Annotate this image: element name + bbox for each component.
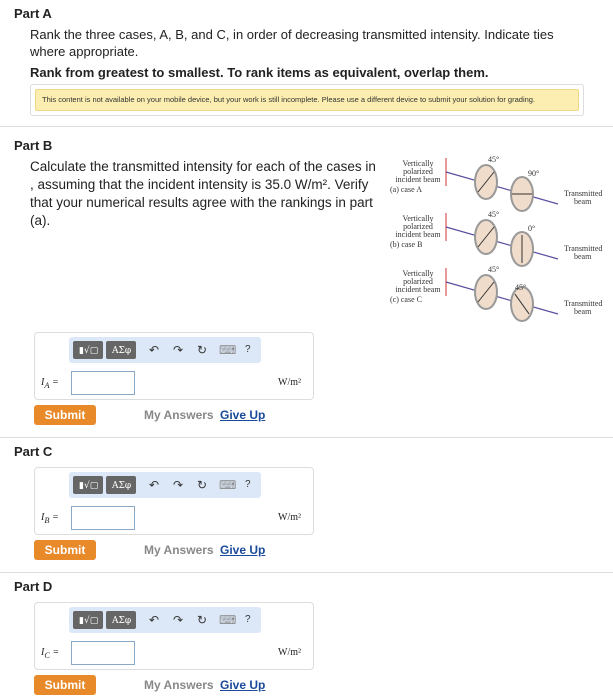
my-answers-link[interactable]: My Answers: [144, 678, 214, 692]
case-1-group: [390, 210, 602, 266]
part-a-title: Part A: [14, 6, 52, 21]
case-label: (c) case C: [390, 295, 422, 304]
transmitted-label: beam: [574, 197, 592, 206]
mobile-warning: This content is not available on your mobile device, but your work is still incomplete. Please use a different device to submit your solution for grading.: [35, 89, 579, 111]
undo-icon[interactable]: ↶: [149, 613, 160, 627]
incident-label: incident beam: [395, 285, 441, 294]
incident-label: polarized: [403, 277, 433, 286]
help-icon[interactable]: ?: [245, 344, 251, 355]
case-label: (a) case A: [390, 185, 422, 194]
redo-icon[interactable]: ↷: [173, 343, 184, 357]
greek-button[interactable]: ΑΣφ: [106, 611, 136, 629]
divider: [0, 126, 613, 127]
templates-button[interactable]: ▮√▢: [73, 341, 103, 359]
undo-icon[interactable]: ↶: [149, 478, 160, 492]
redo-icon[interactable]: ↷: [173, 613, 184, 627]
incident-label: Vertically: [402, 214, 434, 223]
math-toolbar: [69, 337, 261, 363]
transmitted-label: Transmitted: [564, 244, 603, 253]
part-c-title: Part C: [14, 444, 53, 459]
beam-line: [446, 172, 558, 204]
submit-button[interactable]: Submit: [34, 540, 96, 560]
part-b-title: Part B: [14, 138, 53, 153]
answer-panel-d: [34, 602, 314, 670]
help-icon[interactable]: ?: [245, 614, 251, 625]
redo-icon[interactable]: ↷: [173, 478, 184, 492]
math-toolbar: [69, 472, 261, 498]
unit-label: W/m²: [278, 512, 301, 523]
answer-label: $I_C$ =: [41, 647, 60, 660]
angle-1: 45°: [488, 265, 500, 274]
incident-label: polarized: [403, 222, 433, 231]
templates-button[interactable]: ▮√▢: [73, 476, 103, 494]
transmitted-label: beam: [574, 307, 592, 316]
answer-panel-c: [34, 467, 314, 535]
undo-icon[interactable]: ↶: [149, 343, 160, 357]
greek-button[interactable]: ΑΣφ: [106, 476, 136, 494]
submit-button[interactable]: Submit: [34, 675, 96, 695]
angle-2: 0°: [528, 224, 536, 233]
transmitted-label: Transmitted: [564, 189, 603, 198]
part-d-title: Part D: [14, 579, 53, 594]
reset-icon[interactable]: ↻: [197, 343, 208, 357]
angle-2: 90°: [528, 169, 540, 178]
incident-label: Vertically: [402, 269, 434, 278]
my-answers-link[interactable]: My Answers: [144, 543, 214, 557]
part-b-question: Calculate the transmitted intensity for each of the cases in , assuming that the incident intensity is 35.0 W/m². Verify that your numerical results agree with the rankings in part (a).: [30, 159, 376, 228]
beam-line: [446, 282, 558, 314]
incident-label: incident beam: [395, 175, 441, 184]
unit-label: W/m²: [278, 377, 301, 388]
submit-button[interactable]: Submit: [34, 405, 96, 425]
answer-label: $I_B$ =: [41, 512, 59, 525]
help-icon[interactable]: ?: [245, 479, 251, 490]
intensity-c-input[interactable]: [71, 641, 135, 665]
angle-1: 45°: [488, 210, 500, 219]
keyboard-icon[interactable]: ⌨: [219, 613, 237, 627]
polarizer-diagram: [388, 152, 603, 322]
give-up-link[interactable]: Give Up: [220, 678, 266, 692]
angle-2: 45°: [515, 283, 527, 292]
case-label: (b) case B: [390, 240, 423, 249]
case-0-group: [390, 155, 602, 211]
part-a-question: Rank the three cases, A, B, and C, in order of decreasing transmitted intensity. Indicate ties where appropriate.: [30, 27, 554, 59]
mobile-warning-box: [30, 84, 584, 116]
divider: [0, 572, 613, 573]
greek-button[interactable]: ΑΣφ: [106, 341, 136, 359]
case-2-group: [390, 265, 602, 321]
math-toolbar: [69, 607, 261, 633]
unit-label: W/m²: [278, 647, 301, 658]
transmitted-label: beam: [574, 252, 592, 261]
templates-button[interactable]: ▮√▢: [73, 611, 103, 629]
give-up-link[interactable]: Give Up: [220, 408, 266, 422]
reset-icon[interactable]: ↻: [197, 478, 208, 492]
my-answers-link[interactable]: My Answers: [144, 408, 214, 422]
incident-label: Vertically: [402, 159, 434, 168]
divider: [0, 437, 613, 438]
transmitted-label: Transmitted: [564, 299, 603, 308]
incident-label: incident beam: [395, 230, 441, 239]
intensity-a-input[interactable]: [71, 371, 135, 395]
keyboard-icon[interactable]: ⌨: [219, 343, 237, 357]
beam-line: [446, 227, 558, 259]
answer-label: $I_A$ =: [41, 377, 59, 390]
keyboard-icon[interactable]: ⌨: [219, 478, 237, 492]
incident-label: polarized: [403, 167, 433, 176]
intensity-b-input[interactable]: [71, 506, 135, 530]
angle-1: 45°: [488, 155, 500, 164]
answer-panel-b: [34, 332, 314, 400]
reset-icon[interactable]: ↻: [197, 613, 208, 627]
part-a-instruction: Rank from greatest to smallest. To rank items as equivalent, overlap them.: [30, 65, 489, 80]
give-up-link[interactable]: Give Up: [220, 543, 266, 557]
